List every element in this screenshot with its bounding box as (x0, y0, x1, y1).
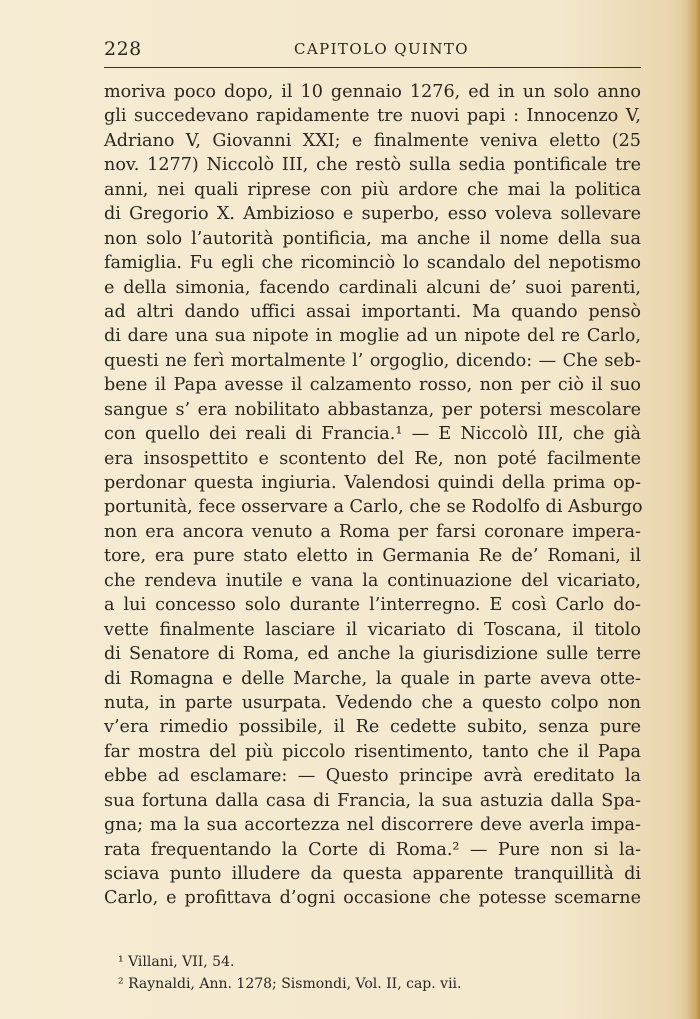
footnote: ¹ Villani, VII, 54. (118, 954, 235, 970)
text-line: e della simonia, facendo cardinali alcuni de’ suoi parenti, (104, 277, 641, 298)
text-line: Adriano V, Giovanni XXI; e finalmente veniva eletto (25 (104, 130, 641, 151)
text-line: non solo l’autorità pontificia, ma anche il nome della sua (104, 228, 641, 249)
footnotes (118, 951, 638, 995)
page-number: 228 (104, 38, 142, 60)
text-line: di dare una sua nipote in moglie ad un nipote del re Carlo, (104, 326, 641, 347)
text-line: con quello dei reali di Francia.¹ — E Niccolò III, che già (104, 424, 641, 445)
text-line: perdonar questa ingiuria. Valendosi quindi della prima op- (104, 473, 641, 493)
text-line: v’era rimedio possibile, il Re cedette subito, senza pure (104, 717, 641, 738)
text-line: rata frequentando la Corte di Roma.² — Pure non si la- (104, 839, 641, 860)
running-head: CAPITOLO QUINTO (294, 40, 469, 58)
text-line: gna; ma la sua accortezza nel discorrere deve averla impa- (104, 815, 641, 836)
text-line: ebbe ad esclamare: — Questo principe avrà ereditato la (104, 766, 641, 787)
page-edge (686, 0, 700, 1019)
text-line: vette finalmente lasciare il vicariato di Toscana, il titolo (104, 619, 641, 640)
text-line: gli succedevano rapidamente tre nuovi papi : Innocenzo V, (104, 106, 641, 127)
text-line: di Gregorio X. Ambizioso e superbo, esso voleva sollevare (104, 204, 641, 225)
text-line: era insospettito e scontento del Re, non poté facilmente (104, 448, 641, 469)
text-line: sciava punto illudere da questa apparente tranquillità di (104, 864, 641, 884)
text-line: sangue s’ era nobilitato abbastanza, per potersi mescolare (104, 399, 641, 420)
text-line: nov. 1277) Niccolò III, che restò sulla sedia pontificale tre (104, 155, 641, 176)
body-text (104, 80, 641, 911)
text-line: bene il Papa avesse il calzamento rosso, non per ciò il suo (104, 375, 641, 396)
header-rule (104, 67, 641, 68)
footnote: ² Raynaldi, Ann. 1278; Sismondi, Vol. II, cap. vii. (118, 976, 462, 992)
text-line: a lui concesso solo durante l’interregno. E così Carlo do- (104, 595, 641, 616)
text-line: nuta, in parte usurpata. Vedendo che a questo colpo non (104, 692, 641, 713)
text-line: di Romagna e delle Marche, la quale in parte aveva otte- (104, 668, 641, 689)
text-line: famiglia. Fu egli che ricominciò lo scandalo del nepotismo (104, 253, 641, 274)
text-line: tore, era pure stato eletto in Germania Re de’ Romani, il (104, 546, 641, 567)
text-line: sua fortuna dalla casa di Francia, la sua astuzia dalla Spa- (104, 790, 641, 811)
text-line: ad altri dando uffici assai importanti. Ma quando pensò (104, 301, 641, 322)
text-line: di Senatore di Roma, ed anche la giurisdizione sulle terre (104, 644, 641, 665)
page-header (104, 38, 641, 64)
text-line: far mostra del più piccolo risentimento, tanto che il Papa (104, 741, 641, 762)
text-line: questi ne ferì mortalmente l’ orgoglio, dicendo: — Che seb- (104, 350, 641, 371)
text-line: che rendeva inutile e vana la continuazione del vicariato, (104, 570, 641, 591)
text-line: Carlo, e profittava d’ogni occasione che potesse scemarne (104, 888, 641, 909)
text-line: moriva poco dopo, il 10 gennaio 1276, ed in un solo anno (104, 82, 641, 102)
text-line: portunità, fece osservare a Carlo, che se Rodolfo di Asburgo (104, 497, 643, 518)
text-line: non era ancora venuto a Roma per farsi coronare impera- (104, 521, 641, 542)
text-line: anni, nei quali riprese con più ardore che mai la politica (104, 179, 641, 200)
